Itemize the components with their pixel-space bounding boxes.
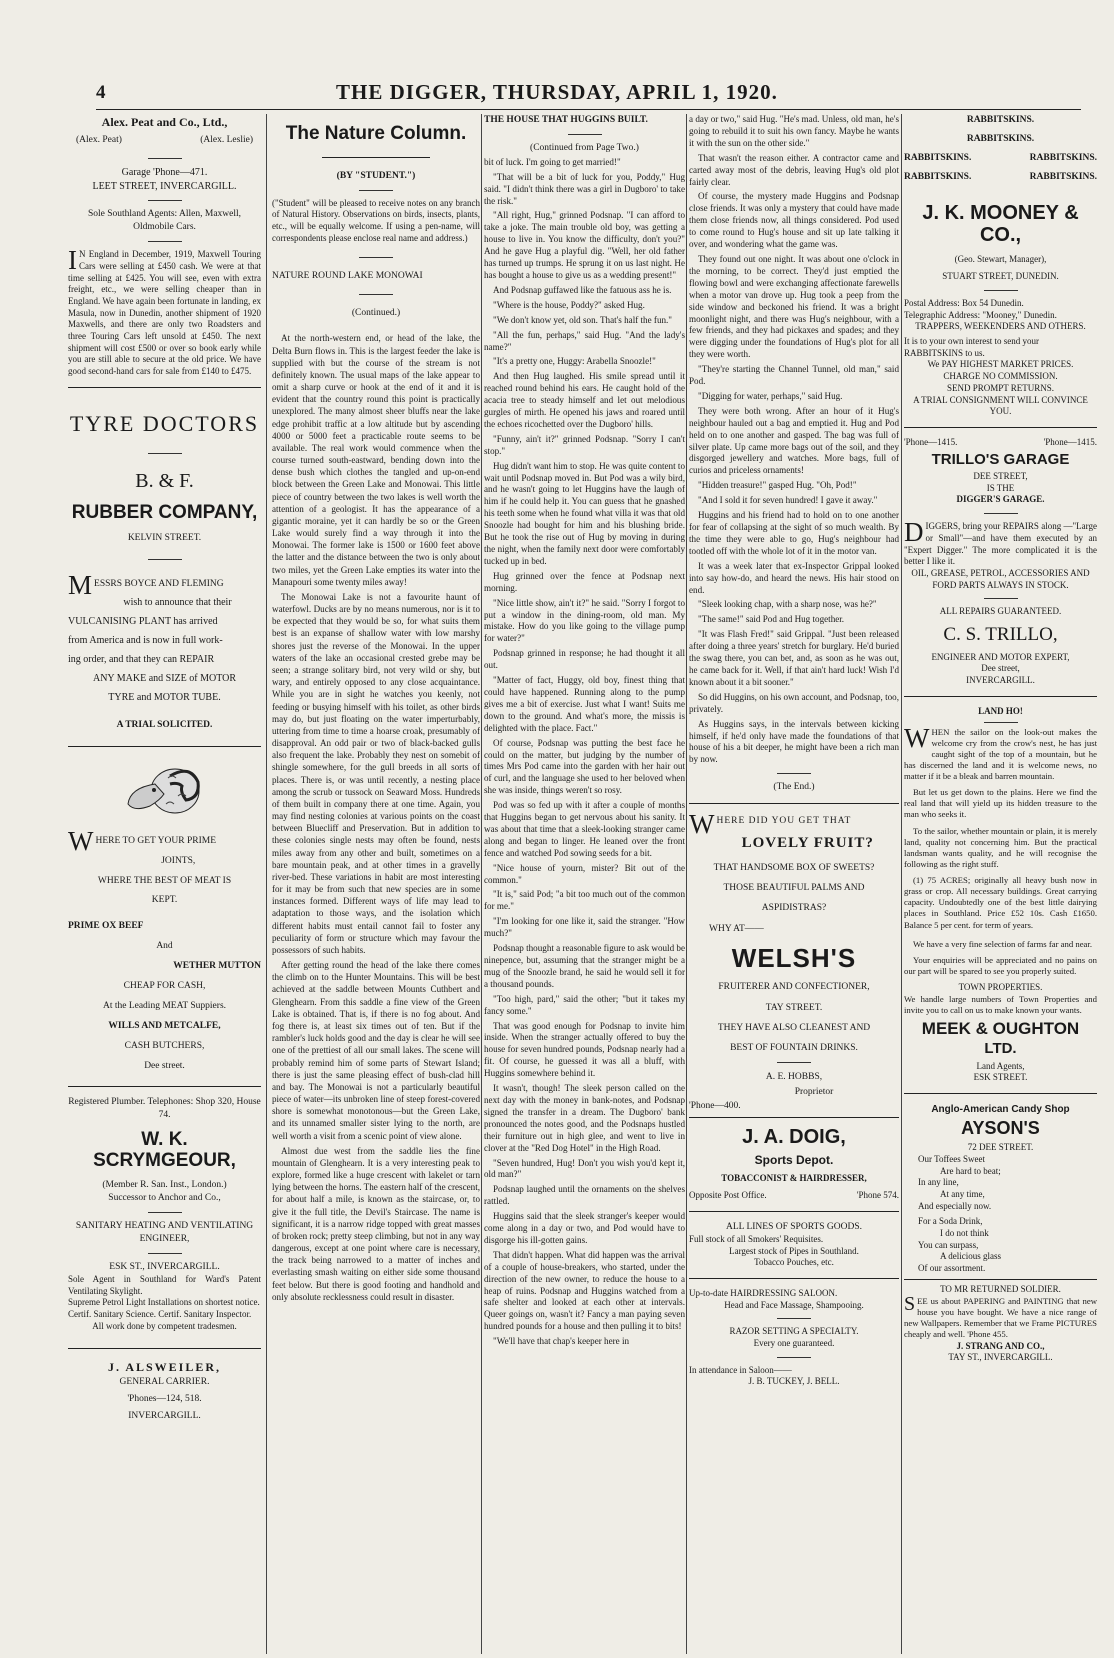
tyre-line: ing order, and that they can REPAIR: [68, 653, 215, 665]
meat-mutton: WETHER MUTTON: [173, 961, 261, 972]
tyre-trial: A TRIAL SOLICITED.: [116, 719, 213, 730]
separator: [148, 1212, 182, 1213]
mooney-street: STUART STREET, DUNEDIN.: [942, 271, 1059, 282]
mooney-trial: A TRIAL CONSIGNMENT WILL CONVINCE YOU.: [913, 394, 1088, 417]
rabbitskins-6: RABBITSKINS.: [1029, 171, 1097, 182]
paragraph: Almost due west from the saddle lies the fine mountain of Glenghearn. It is a very interesting peak to explore, formed like a huge crescent with lakelet or tarn lying between the horns. The eastern half of the crescent, for about half a mile, is known as the staircase, or, to give it the full title, the Devil's Staircase. The name is significant, it is a narrow ridge topped with great masses of broken rock; pretty steep climbing, but not in any way dangerous, except at one point where care is necessary, the track being narrowed to a matter of inches and everlasting smash waiting on either side some thousand feet below. But there is good footing and handhold and only absolute recklessness could result in disaster.: [272, 1145, 480, 1302]
paragraph: And Podsnap guffawed like the fatuous ass he is.: [493, 284, 672, 295]
welsh-proprietor: Proprietor: [794, 1086, 834, 1097]
trillo-phone-2: 'Phone—1415.: [1043, 436, 1097, 447]
mooney-trappers: TRAPPERS, WEEKENDERS AND OTHERS.: [915, 321, 1086, 332]
mooney-tele: Telegraphic Address: "Mooney," Dunedin.: [904, 309, 1057, 320]
meek-name: MEEK & OUGHTON: [921, 1019, 1080, 1039]
separator: [148, 559, 182, 560]
land-para: But let us get down to the plains. Here we find the real land that will yield up its hidden treasure to the man who seeks it.: [904, 787, 1097, 820]
doig-pipes: Largest stock of Pipes in Southland.: [729, 1245, 859, 1256]
nature-continued: (Continued.): [351, 308, 401, 319]
verse-line: I do not think: [940, 1228, 989, 1239]
trillo-phone-1: 'Phone—1415.: [904, 436, 958, 447]
separator: [777, 1318, 811, 1319]
verse-line: A delicious glass: [940, 1251, 1001, 1262]
welsh-fruit: LOVELY FRUIT?: [741, 835, 874, 852]
drop-cap: I: [68, 245, 77, 276]
verse-line: And especially now.: [918, 1200, 992, 1211]
nature-intro: ("Student" will be pleased to receive notes on any branch of Natural History. Observations on birds, insects, plants, etc., will be equally welcome. If using a pen-name, will correspondents please enclose real name and address.): [272, 197, 480, 243]
column-5: [904, 114, 1097, 1654]
divider: [68, 1086, 261, 1087]
meat-at: At the Leading MEAT Suppiers.: [102, 1001, 227, 1012]
rabbitskins-3: RABBITSKINS.: [904, 152, 972, 163]
column-2: [272, 114, 480, 1654]
paragraph: Hug grinned over the fence at Podsnap next morning.: [484, 570, 685, 593]
nature-byline: (BY "STUDENT."): [336, 170, 416, 181]
rabbitskins-1: RABBITSKINS.: [966, 115, 1035, 125]
paragraph: "All right, Hug," grinned Podsnap. "I can afford to take a joke. The main trouble old boy, was getting a house to live in. You know the difficulty, don't you?" And he gave Hug a playful dig. "Well, her old father has turned up trumps. He sprung it on us last night. He has bought a house to give us as a wedding present!": [484, 210, 685, 280]
page-number: 4: [96, 82, 106, 103]
strang-street: TAY ST., INVERCARGILL.: [948, 1352, 1053, 1363]
land-town: TOWN PROPERTIES.: [958, 982, 1043, 993]
scry-agent: Sole Agent in Southland for Ward's Patent Ventilating Skylight.: [68, 1274, 261, 1296]
meek-agents: Land Agents,: [976, 1060, 1025, 1071]
newspaper-title: THE DIGGER, THURSDAY, APRIL 1, 1920.: [336, 80, 778, 104]
meat-firm: WILLS AND METCALFE,: [108, 1021, 221, 1032]
divider: [322, 157, 430, 158]
trillo-phones: [904, 437, 1097, 449]
meat-and: And: [156, 941, 173, 952]
separator: [148, 241, 182, 242]
meat-cash: CASH BUTCHERS,: [124, 1041, 205, 1051]
trillo-diggers: DIGGER'S GARAGE.: [956, 494, 1045, 505]
divider: [689, 1211, 899, 1212]
divider: [68, 1348, 261, 1349]
paragraph: It was a week later that ex-Inspector Grippal looked into say how-do, and heard the news. His hair stood on end.: [689, 560, 899, 595]
paragraph: They were both wrong. After an hour of it Hug's neighbour hauled out a bag and emptied it. Hug and Pod held on to one another and gasped. The bag was full of silver plate. Up came more bags out of the soil, and they disgorged jewellery and watches. More bags, full of curios and priceless ornaments!: [689, 405, 899, 476]
paragraph: Hug didn't want him to stop. He was quite content to wait until Podsnap moved in. But Pod was a wily bird, and he wasn't going to let Huggins have the laugh of him if he could help it. You can guess that he gnashed his teeth some when he found what villa it was that old Snoozle had bought for him and his blushing bride. But he took the rise out of Hug by moving in during the night, when the family next door were comfortably tucked up in bed.: [484, 460, 685, 566]
meat-ad: [68, 825, 261, 1077]
ayson-verse: [904, 1154, 1097, 1275]
mooney-interest: It is to your own interest to send your RABBITSKINS to us.: [904, 336, 1039, 358]
paragraph: "They're starting the Channel Tunnel, old man," said Pod.: [689, 364, 899, 387]
tyre-intro: ESSRS BOYCE AND FLEMING: [94, 578, 224, 589]
story-continued: (Continued from Page Two.): [530, 142, 639, 153]
doig-name: J. A. DOIG,: [742, 1126, 846, 1149]
verse-line: At any time,: [940, 1189, 985, 1200]
trillo-oil: OIL, GREASE, PETROL, ACCESSORIES AND FORD PARTS ALWAYS IN STOCK.: [911, 567, 1090, 590]
doig-every: Every one guaranteed.: [753, 1337, 835, 1348]
doig-attendance: In attendance in Saloon——: [689, 1364, 792, 1375]
separator: [568, 134, 602, 135]
paragraph: Huggins and his friend had to hold on to one another for fear of collapsing at the sight of so much wealth. By the time they were able to go, Hug's neighbour had tootled off with the whole lot of it in the motor van.: [689, 510, 899, 556]
separator: [777, 1062, 811, 1063]
scry-petrol: Supreme Petrol Light Installations on shortest notice.: [68, 1297, 260, 1308]
peat-phone: Garage 'Phone—471.: [121, 167, 208, 179]
strang-text: EE us about PAPERING and PAINTING that new house you have bought. We have a nice range of new Wallpapers. Remember that we Frame PICTURES cheaply and well. 'Phone 455.: [904, 1295, 1097, 1340]
land-body: [904, 722, 1097, 978]
mooney-manager: (Geo. Stewart, Manager),: [954, 253, 1047, 264]
scry-cert: Certif. Sanitary Science. Certif. Sanitary Inspector.: [68, 1309, 252, 1320]
drop-cap: W: [689, 809, 715, 840]
paragraph: They found out one night. It was about one o'clock in the morning, to be correct. They'd just emptied the flowing bowl and were exchanging affectionate farewells when a motor van drove up. Hug took a peep from the side window and beckoned his friend. It was a bright moonlight night, and there was Hug's neighbour, with a few friends, and they had pickaxes and spades; and they were digging under the foundations of Hug's plot for all they were worth.: [689, 253, 899, 360]
doig-contact: [689, 1190, 899, 1202]
meat-line: JOINTS,: [161, 855, 196, 866]
peat-name: Alex. Peat and Co., Ltd.,: [101, 115, 228, 129]
welsh-question: THOSE BEAUTIFUL PALMS AND: [723, 883, 865, 894]
paragraph: bit of luck. I'm going to get married!": [484, 156, 621, 167]
welsh-proprietor-name: A. E. HOBBS,: [765, 1072, 823, 1083]
scry-member: (Member R. San. Inst., London.): [102, 1180, 227, 1191]
trillo-dee: DEE STREET,: [973, 471, 1028, 482]
column-rule: [266, 114, 267, 1654]
nature-body: [272, 332, 480, 1303]
paragraph: "Nice house of yourn, mister? Bit out of the common.": [484, 862, 685, 885]
separator: [148, 1253, 182, 1254]
trillo-is: IS THE: [986, 482, 1015, 493]
doig-trade: TOBACCONIST & HAIRDRESSER,: [721, 1172, 867, 1183]
tyre-title: TYRE DOCTORS: [69, 410, 260, 436]
alsw-name: J. ALSWEILER,: [107, 1360, 222, 1375]
paragraph: Of course, the mystery made Huggins and Podsnap close friends. It was only a mystery that could have made them close friends now, all things considered. Pod used to come round to Hug's house and sit up late talking it over, and wondering what the game was.: [689, 191, 899, 250]
trillo-text: IGGERS, bring your REPAIRS along —"Large or Small"—and have them executed by an "Expert Digger." The more complicated it is the better I like it.: [904, 521, 1097, 567]
paragraph: "We don't know yet, old son. That's half the fun.": [493, 314, 673, 325]
paragraph: Podsnap thought a reasonable figure to ask would be ninepence, but, assuming that the stranger might be a mug of the Snoozle brand, he said he would sell it for a thousand pounds.: [484, 943, 685, 989]
strang-to: TO MR RETURNED SOLDIER.: [940, 1283, 1061, 1294]
peat-body: [68, 245, 261, 378]
mooney-postal: Postal Address: Box 54 Dunedin.: [904, 298, 1024, 308]
paragraph: "Where is the house, Poddy?" asked Hug.: [493, 299, 645, 310]
divider: [68, 387, 261, 388]
candy-heading: Anglo-American Candy Shop: [931, 1103, 1070, 1115]
scry-trade: SANITARY HEATING AND VENTILATING ENGINEER,: [75, 1221, 254, 1245]
paragraph: "Hidden treasure!" gasped Hug. "Oh, Pod!": [698, 480, 857, 491]
paragraph: So did Huggins, on his own account, and Podsnap, too, privately.: [689, 691, 899, 714]
land-para: HEN the sailor on the look-out makes the welcome cry from the crow's nest, he has just caught sight of the top of a mountain, but he has discerned the land and it is welcome news, no matter if it be a bleak and barren mountain.: [904, 726, 1097, 782]
ayson-street: 72 DEE STREET.: [967, 1142, 1034, 1153]
meat-cheap: CHEAP FOR CASH,: [123, 981, 206, 992]
separator: [777, 773, 811, 774]
column-4: [689, 114, 899, 1654]
separator: [984, 290, 1018, 291]
verse-line: Are hard to beat;: [940, 1165, 1001, 1176]
welsh-question: ASPIDISTRAS?: [761, 903, 827, 914]
separator: [359, 257, 393, 258]
welsh-why: WHY AT——: [709, 923, 764, 934]
land-heading: LAND HO!: [978, 705, 1023, 716]
doig-pouch: Tobacco Pouches, etc.: [754, 1257, 834, 1268]
rabbitskins-5: RABBITSKINS.: [904, 171, 972, 182]
paragraph: It wasn't, though! The sleek person called on the next day with the money in bank-notes, and Podsnap signed the transfer in a dream. The Dugboro' bank pronounced the notes good, and the Podsnaps hustled their furniture out in high glee, and went to live in clover at the "Red Dog Hotel" in the High Road.: [484, 1083, 685, 1153]
alsw-phones: 'Phones—124, 518.: [127, 1393, 202, 1404]
divider: [904, 1279, 1097, 1280]
paragraph: "I'm looking for one like it, said the stranger. "How much?": [484, 916, 685, 939]
paragraph: The Monowai Lake is not a favourite haunt of waterfowl. Ducks are by no means numerous, nor is it to be expected that they would be so, for what suits them best is an expanse of shallow water with low marshy shores just the reverse of the Monowai. In the upper waters of the lake an occasional crested grebe may be seen; a strange solitary bird, not very wild or shy, but wary, and entirely opposed to any close acquaintance. While you are in sight he watches you keenly, not feeding or busying himself with his toilet, as other birds may do, but just floating on the water imperturbably, uttering from time to time a hoarse croak, presumably of disapproval. An odd pair or two of black-backed gulls also frequent the lake. Probably they nest on somebit of shingle somewhere, for the gull breeds in all sorts of places. There is, or was until recently, a nesting place among the scrub or tussock on Seaward Moss. Hundreds of them built in company there at one time. Again, you may find nesting colonies at various points on the coast between Bluecliff and Preservation. But in addition to these colonies single nests may often be found, nests miles away from any other and built, sometimes on a bare mountain peak, and at other times in a gravelly river-bed. These variations in habit are most interesting for it may be from such that new species are in some instances formed. Different ways of life may lead to adaptation to those ways, and the isolation which different habits must entail cannot fail to foster any peculiarity of form or structure which may favour the possessors of such habits.: [272, 591, 480, 955]
nature-title: The Nature Column.: [285, 123, 467, 144]
divider: [689, 1278, 899, 1279]
paragraph: Podsnap grinned in response; he had thought it all out.: [484, 648, 685, 671]
land-para: (1) 75 ACRES; originally all heavy bush now in grass or crop. All necessary buildings. Great carrying capacity. Undoubtedly one of the best little dairying places in Southland. Price £52 10s. Cash £1650. Balance 5 per cent. for term of years.: [904, 875, 1097, 930]
peat-address: LEET STREET, INVERCARGILL.: [92, 180, 237, 192]
divider: [904, 696, 1097, 697]
nature-subhead: NATURE ROUND LAKE MONOWAI: [272, 270, 423, 281]
story-end: (The End.): [773, 782, 815, 793]
doig-salon: Up-to-date HAIRDRESSING SALOON.: [689, 1287, 838, 1298]
tyre-line: TYRE and MOTOR TUBE.: [108, 691, 221, 703]
paragraph: "Seven hundred, Hug! Don't you wish you'd kept it, old man?": [484, 1157, 685, 1180]
doig-razor: RAZOR SETTING A SPECIALTY.: [729, 1326, 859, 1337]
paragraph: Podsnap laughed until the ornaments on the shelves rattled.: [484, 1184, 685, 1207]
paragraph: At the north-western end, or head of the lake, the Delta Burn flows in. This is the largest feeder the lake is supplied with but the course of the stream is not definitely known. The usual maps of the lake appear to omit a sharp curve or hook at the end of it and it is evident that the country round this point is practically unexplored. The many almost sheer bluffs near the lake edge prohibit traffic at a low altitude but by ascending 4000 or 5000 feet a practicable route seems to be available. The real work would commence when the course turned south-eastward, bending down into the dense bush which clothes the tangled and up-on-end block between the Green Lake and Monowai. This little piece of country between the two lakes is well worth the attention of a geologist. It has the appearance of a gigantic moraine, yet it can hardly be so or the Green Lake would surely find a way through it into the Monowai. The former lake is 1500 or 1600 feet above the latter and the distance between the two is only about two miles, yet the Green Lake empties its water into the Manapouri some twenty miles away!: [272, 333, 480, 587]
doig-phone: 'Phone 574.: [856, 1190, 899, 1201]
verse-line: In any line,: [918, 1177, 959, 1188]
alsw-carrier: GENERAL CARRIER.: [119, 1376, 210, 1387]
paragraph: After getting round the head of the lake there comes the climb on to the Hunter Mountains. This will be best achieved at the saddle between Mounts Cuthbert and Glenghearn. From this saddle a fine view of the Green Lake is obtained. That is, if there is no fog about. And fog there is, at least six times out of ten. But if the rambler's luck holds good and the day is clear he will see one of the prettiest of all our small lakes. The scene will probably remind him of some parts of Stewart Island; there is just the same pleasing effect of bush-clad hill and bay. The Monowai is not a particularly beautiful piece of water—its unbroken line of steep forest-covered shore is somewhat monotonous—but the Green Lake, and its unnamed smaller sister lying to the north, are well worth a visit from a scenic point of view alone.: [272, 960, 480, 1141]
paragraph: Pod was so fed up with it after a couple of months that Huggins began to get nervous about his sanity. It was about that time that a sleek-looking stranger came along and began to linger. He leaned over the front fence and watched Pod sowing seeds for a bit.: [484, 800, 685, 858]
doig-opposite: Opposite Post Office.: [689, 1190, 767, 1201]
paragraph: As Huggins says, in the intervals between kicking himself, if he'd only have made the foundations of that house of his a bit deeper, he might have been a rich man by now.: [689, 718, 899, 765]
separator: [148, 453, 182, 454]
trillo-name: TRILLO'S GARAGE: [931, 450, 1070, 468]
paragraph: "It's a pretty one, Huggy: Arabella Snoozle!": [493, 356, 656, 367]
paragraph: "The same!" said Pod and Hug together.: [698, 614, 845, 625]
welsh-ad: [689, 809, 899, 1113]
paragraph: "It was Flash Fred!" said Grippal. "Just been released after doing a three years' stretch for burglary. He'd buried the swag there, you can bet, and, as soon as he was out, he came back for it. Well, if that ain't hard luck! Wish I'd known about it a bit sooner.": [689, 629, 899, 687]
separator: [148, 200, 182, 201]
separator: [984, 598, 1018, 599]
tyre-bf: B. & F.: [135, 469, 194, 492]
divider: [68, 746, 261, 747]
tyre-line: from America and is now in full work-: [68, 634, 223, 646]
land-para: Your enquiries will be appreciated and no pains on our part will be spared to see you properly suited.: [904, 954, 1097, 976]
paragraph: "All the fun, perhaps," said Hug. "And the lady's name?": [484, 329, 685, 352]
masthead: [96, 80, 1081, 110]
paragraph: "We'll have that chap's keeper here in: [493, 1336, 630, 1347]
rabbitskins-2: RABBITSKINS.: [966, 133, 1035, 144]
land-town-body: We handle large numbers of Town Properties and invite you to call on us to make known your wants.: [904, 993, 1097, 1016]
mooney-name: J. K. MOONEY & CO.,: [922, 201, 1079, 246]
paragraph: a day or two," said Hug. "He's mad. Unless, old man, he's going to rebuild it to suit his own fancy. Maybe he wants it with the sun on the other side.": [689, 114, 899, 148]
welsh-best: BEST OF FOUNTAIN DRINKS.: [730, 1043, 858, 1054]
column-1: [68, 114, 261, 1654]
paragraph: That didn't happen. What did happen was the arrival of a couple of house-breakers, who started, under the direction of the new owner, to reduce the house to a heap of ruins. Podsnap and Huggins watched from a safe shelter and looked at each other at intervals. Queer goings on, wasn't it? Fancy a man paying seven hundred pounds for a house and then pulling it to bits!: [484, 1249, 685, 1332]
column-rule: [686, 114, 687, 1654]
drop-cap: M: [68, 569, 93, 600]
welsh-name: WELSH'S: [731, 942, 857, 973]
meek-ltd: LTD.: [984, 1040, 1017, 1058]
welsh-question: HERE DID YOU GET THAT: [716, 816, 852, 827]
tyre-line: VULCANISING PLANT has arrived: [68, 615, 218, 627]
welsh-street: TAY STREET.: [765, 1002, 823, 1013]
paragraph: "Too high, pard," said the other; "but it takes my fancy some.": [484, 993, 685, 1016]
ayson-name: AYSON'S: [961, 1118, 1040, 1139]
rabbitskins-row: [904, 152, 1097, 165]
story-body: [484, 157, 685, 1348]
scry-street: ESK ST., INVERCARGILL.: [109, 1262, 220, 1273]
peat-partner-1: (Alex. Peat): [76, 135, 122, 146]
paragraph: That was good enough for Podsnap to invite him inside. When the stranger actually offered to buy the house for seven hundred pounds, Podsnap nearly had a fit. Of course, he guessed it was all a bluff, with Huggins somewhere behind it.: [484, 1020, 685, 1079]
paragraph: "It is," said Pod; "a bit too much out of the common for me.": [484, 889, 685, 912]
meat-dee: Dee street.: [144, 1060, 185, 1071]
divider: [904, 1093, 1097, 1094]
drop-cap: S: [904, 1292, 916, 1315]
verse-line: Our Toffees Sweet: [918, 1153, 986, 1164]
drop-cap: W: [68, 825, 94, 856]
welsh-question: THAT HANDSOME BOX OF SWEETS?: [713, 862, 875, 873]
divider: [904, 427, 1097, 428]
column-rule: [901, 114, 902, 1654]
paragraph: "And I sold it for seven hundred! I gave it away.": [698, 495, 878, 506]
divider: [689, 1117, 899, 1118]
trillo-town: INVERCARGILL.: [966, 675, 1035, 686]
meat-line: HERE TO GET YOUR PRIME: [95, 835, 217, 846]
tyre-street: KELVIN STREET.: [127, 532, 202, 543]
verse-line: Of our assortment.: [918, 1263, 986, 1274]
peat-text: N England in December, 1919, Maxwell Touring Cars were selling at £450 cash. We were at that time selling at £425. You will see, even with extra freight, etc., we were selling cheaper than in England. We have again been fortunate in landing, ex Masula, now in Dunedin, another shipment of 1920 Maxwells, and there are only two Roadsters and three Touring Cars left unsold at £450. The next shipment will cost £500 or over so book early while you are still able to secure at the old price. We have good second-hand cars for sale from £140 to £475.: [68, 249, 261, 377]
doig-staff: J. B. TUCKEY, J. BELL.: [748, 1376, 840, 1387]
separator: [359, 294, 393, 295]
meat-line: KEPT.: [151, 895, 178, 906]
paragraph: "Nice little show, ain't it?" he said. "Sorry I forgot to put a window in the dining-room, old man. My mistake. How do you like going to the village pump for water?": [484, 597, 685, 644]
verse-line: For a Soda Drink,: [918, 1216, 983, 1227]
tyre-body: [68, 569, 261, 707]
scry-name: W. K. SCRYMGEOUR,: [93, 1128, 236, 1171]
land-para: We have a very fine selection of farms far and near.: [913, 938, 1092, 949]
ram-head-icon: [120, 756, 210, 826]
column-rule: [481, 114, 482, 1654]
paragraph: Huggins said that the sleek stranger's keeper would come along in a day or two, and Pod would have to disgorge his ill-gotten gains.: [484, 1211, 685, 1245]
rabbitskins-4: RABBITSKINS.: [1029, 152, 1097, 163]
scry-work: All work done by competent tradesmen.: [92, 1320, 237, 1331]
peat-partners: [68, 130, 261, 151]
separator: [984, 722, 1018, 723]
doig-head: Head and Face Massage, Shampooing.: [724, 1299, 864, 1310]
doig-depot: Sports Depot.: [754, 1153, 834, 1168]
drop-cap: W: [904, 722, 930, 753]
meat-line: WHERE THE BEST OF MEAT IS: [97, 875, 232, 886]
doig-goods: ALL LINES OF SPORTS GOODS.: [725, 1221, 863, 1232]
strang-name: J. STRANG AND CO.,: [956, 1340, 1045, 1351]
tyre-company: RUBBER COMPANY,: [71, 501, 258, 523]
paragraph: And then Hug laughed. His smile spread until it reached round behind his ears. He caught hold of the acacia tree to steady himself and let out melodious gurgles of mirth. He opened his jaws and roared until the echoes ricochetted over the Dugboro' hills.: [484, 371, 685, 429]
meat-beef: PRIME OX BEEF: [68, 921, 144, 932]
tyre-line: ANY MAKE and SIZE of MOTOR: [92, 672, 237, 684]
strang-body: [904, 1292, 1097, 1341]
scry-reg: Registered Plumber. Telephones: Shop 320, House 74.: [68, 1096, 261, 1120]
alsw-town: INVERCARGILL.: [128, 1410, 201, 1421]
trillo-body: [904, 517, 1097, 568]
paragraph: "Matter of fact, Huggy, old boy, finest thing that could have happened. Running along to the pump gives me a bit of exercise. Just what I want! Suits me down to the ground. And what's more, the missis is delighted with the place. Fact.": [484, 675, 685, 733]
welsh-trade: FRUITERER AND CONFECTIONER,: [718, 982, 870, 993]
peat-agents: Sole Southland Agents: Allen, Maxwell, Oldmobile Cars.: [87, 209, 242, 233]
separator: [359, 190, 393, 191]
scry-succ: Successor to Anchor and Co.,: [108, 1193, 221, 1204]
separator: [777, 1357, 811, 1358]
separator: [148, 158, 182, 159]
welsh-phone: 'Phone—400.: [689, 1100, 741, 1111]
peat-partner-2: (Alex. Leslie): [200, 135, 253, 146]
doig-full: Full stock of all Smokers' Requisites.: [689, 1233, 824, 1244]
tyre-line: wish to announce that their: [123, 596, 232, 608]
story-body-cont: [689, 114, 899, 766]
paragraph: Of course, Podsnap was putting the best face he could on the matter, but judging by the number of times Mrs Pod came into the garden with her hair out of curl, and the language she used to her beloved when she was inside, things weren't so rosy.: [484, 737, 685, 796]
trillo-guarantee: ALL REPAIRS GUARANTEED.: [939, 606, 1062, 617]
divider: [689, 803, 899, 804]
trillo-dee-st: Dee street,: [981, 663, 1020, 674]
paragraph: "Funny, ain't it?" grinned Podsnap. "Sorry I can't stop.": [484, 433, 685, 456]
trillo-cs: C. S. TRILLO,: [943, 623, 1058, 645]
mooney-pay: We PAY HIGHEST MARKET PRICES.: [927, 359, 1074, 370]
drop-cap: D: [904, 517, 924, 548]
story-title: THE HOUSE THAT HUGGINS BUILT.: [484, 115, 648, 125]
rabbitskins-row: [904, 171, 1097, 184]
land-para: To the sailor, whether mountain or plain, it is merely land, quality not concerning him. But the practical landsman wants quality, and he will recognise the following as the right stuff.: [904, 825, 1097, 869]
welsh-also: THEY HAVE ALSO CLEANEST AND: [717, 1022, 871, 1033]
paragraph: "Digging for water, perhaps," said Hug.: [698, 390, 843, 401]
paragraph: "That will be a bit of luck for you, Poddy," Hug said. "I didn't think there was a girl in Dugboro' to take the risk.": [484, 171, 685, 206]
column-3: [484, 114, 685, 1654]
verse-line: You can surpass,: [918, 1239, 979, 1250]
meek-esk: ESK STREET.: [973, 1072, 1028, 1083]
mooney-send: SEND PROMPT RETURNS.: [946, 382, 1055, 393]
paragraph: "Sleek looking chap, with a sharp nose, was he?": [698, 599, 877, 610]
trillo-engineer: ENGINEER AND MOTOR EXPERT,: [931, 651, 1070, 662]
mooney-charge: CHARGE NO COMMISSION.: [943, 371, 1058, 382]
paragraph: That wasn't the reason either. A contractor came and carted away most of the debris, leaving Hug's old plot fairly clear.: [689, 152, 899, 187]
separator: [984, 513, 1018, 514]
